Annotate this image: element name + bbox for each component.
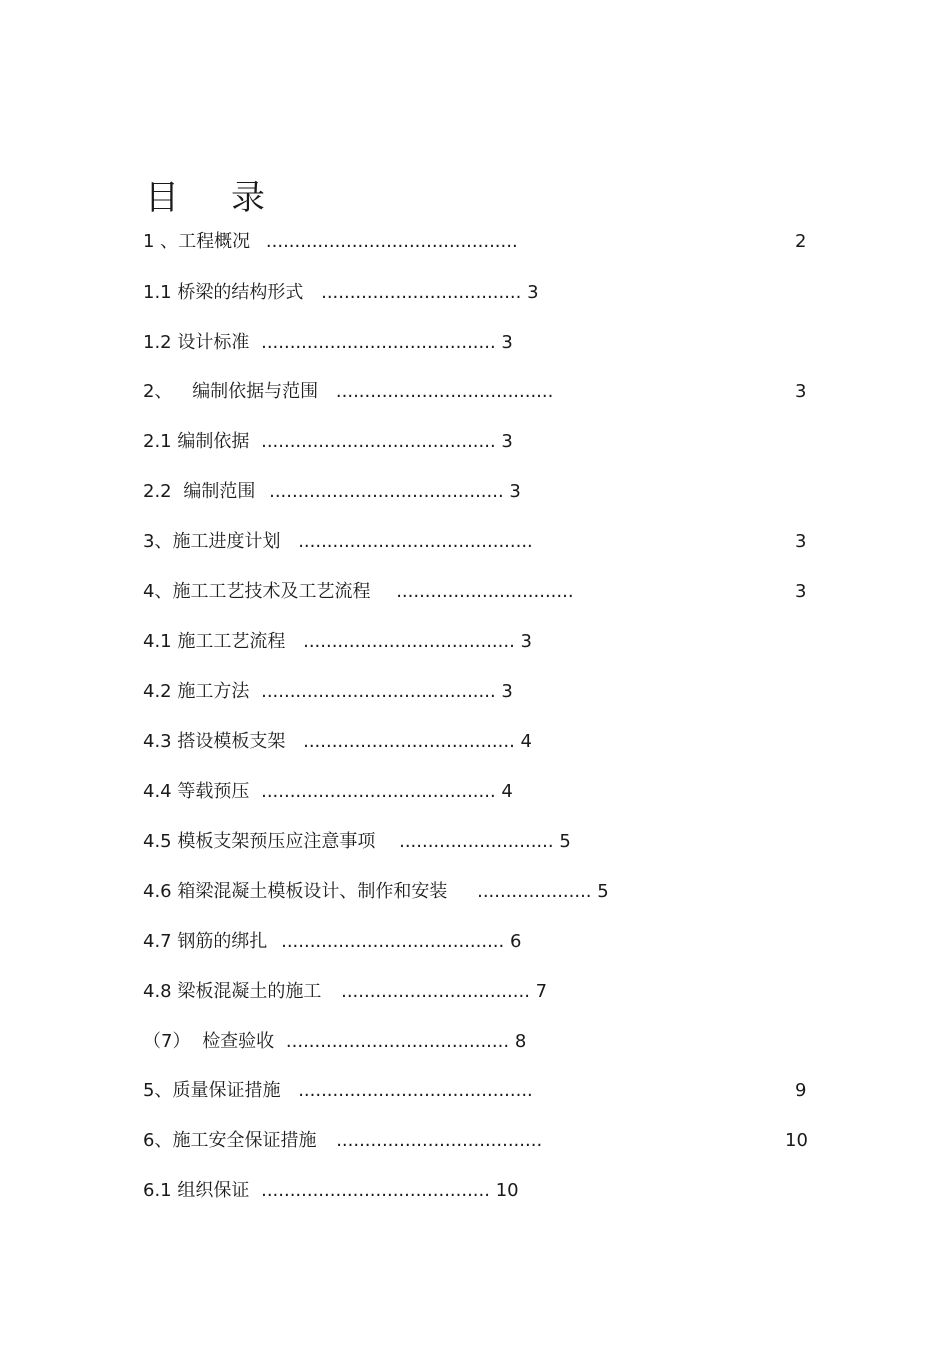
toc-leader-dots: ............................................ [265, 231, 518, 252]
toc-entry-page: 10 [785, 1130, 808, 1151]
toc-entry-page: 3 [501, 431, 513, 452]
toc-entry[interactable] [143, 1030, 526, 1054]
toc-entry[interactable] [143, 1179, 519, 1203]
toc-leader-dots: ......................................... [298, 531, 533, 552]
toc-entry-label: 箱梁混凝土模板设计、制作和安装 [177, 881, 448, 902]
toc-leader-dots: ......................................... [298, 1080, 533, 1101]
title-char-1: 目 [145, 178, 179, 218]
toc-entry[interactable] [143, 880, 609, 904]
toc-entry[interactable] [143, 680, 513, 704]
toc-entry-label: 组织保证 [177, 1180, 250, 1201]
toc-entry[interactable] [143, 281, 539, 305]
toc-entry-number: 6、 [143, 1130, 173, 1151]
toc-entry-page: 7 [535, 981, 548, 1002]
toc-entry-number: 4.1 [143, 631, 178, 652]
toc-leader-dots: .................... [477, 881, 592, 902]
toc-entry-label: 编制依据与范围 [192, 381, 319, 402]
title-char-2: 录 [231, 178, 265, 218]
toc-entry-page: 3 [520, 631, 532, 652]
toc-entry-label: 梁板混凝土的施工 [177, 981, 322, 1002]
toc-entry[interactable] [143, 430, 513, 454]
toc-entry-label: 施工安全保证措施 [172, 1130, 317, 1151]
toc-entry-number: 4.6 [143, 881, 178, 902]
toc-entry-page: 3 [509, 481, 521, 502]
toc-leader-dots: ................................. [341, 981, 530, 1002]
toc-entry-number: 1.1 [143, 282, 178, 303]
toc-entry-number: 4.4 [143, 781, 178, 802]
toc-entry-number: 3、 [143, 531, 173, 552]
toc-entry-number: 4.5 [143, 831, 178, 852]
toc-entry-number: 4.3 [143, 731, 178, 752]
toc-leader-dots: ....................................... [285, 1031, 510, 1052]
toc-entry-page: 3 [795, 581, 807, 602]
toc-entry-label: 编制依据 [177, 431, 250, 452]
toc-entry[interactable] [143, 930, 521, 954]
toc-entry-number: 1 、 [143, 231, 179, 252]
toc-entry[interactable] [143, 331, 513, 355]
toc-entry-number: 2、 [143, 381, 179, 402]
toc-entry-number: 6.1 [143, 1180, 178, 1201]
toc-entry-number: 5、 [143, 1080, 173, 1101]
toc-entry[interactable] [143, 630, 532, 654]
toc-entry-page: 10 [495, 1180, 519, 1201]
toc-leader-dots: ............................... [396, 581, 574, 602]
toc-entry-page: 3 [795, 531, 807, 552]
toc-leader-dots: ........................................ [261, 1180, 490, 1201]
toc-entry-label: 等载预压 [177, 781, 250, 802]
toc-entry-page: 3 [795, 381, 807, 402]
toc-entry-page: 8 [514, 1031, 527, 1052]
toc-entry-label: 模板支架预压应注意事项 [177, 831, 376, 852]
toc-entry-label: 施工工艺技术及工艺流程 [172, 581, 371, 602]
toc-entry-label: 施工工艺流程 [177, 631, 286, 652]
toc-entry[interactable] [143, 230, 518, 254]
toc-entry-label: 设计标准 [177, 332, 250, 353]
toc-leader-dots: .................................... [336, 1130, 543, 1151]
toc-leader-dots: ..................................... [303, 631, 515, 652]
toc-leader-dots: ................................... [321, 282, 522, 303]
toc-entry[interactable] [143, 830, 571, 854]
toc-entry[interactable] [143, 530, 533, 554]
toc-entry[interactable] [143, 580, 574, 604]
toc-leader-dots: ......................................... [261, 681, 496, 702]
toc-entry-number: 4.8 [143, 981, 178, 1002]
toc-entry[interactable] [143, 730, 532, 754]
toc-entry-number: （7） [143, 1031, 197, 1052]
toc-entry-page: 5 [597, 881, 609, 902]
toc-entry-label: 编制范围 [183, 481, 256, 502]
toc-entry[interactable] [143, 380, 553, 404]
toc-leader-dots: ...................................... [335, 381, 554, 402]
toc-entry-page: 6 [509, 931, 522, 952]
toc-entry-number: 4.2 [143, 681, 178, 702]
toc-entry-page: 2 [795, 231, 807, 252]
toc-entry-page: 4 [501, 781, 513, 802]
toc-entry-page: 3 [501, 332, 513, 353]
toc-entry-page: 4 [520, 731, 532, 752]
toc-leader-dots: ......................................... [269, 481, 504, 502]
toc-leader-dots: ......................................... [261, 431, 496, 452]
toc-leader-dots: ........................... [399, 831, 554, 852]
toc-entry-label: 搭设模板支架 [177, 731, 286, 752]
toc-entry-label: 施工进度计划 [172, 531, 281, 552]
toc-entry-label: 工程概况 [178, 231, 251, 252]
toc-entry-number: 4.7 [143, 931, 178, 952]
toc-entry[interactable] [143, 980, 547, 1004]
toc-entry-number: 4、 [143, 581, 173, 602]
toc-entry-number: 2.2 [143, 481, 178, 502]
toc-leader-dots: ....................................... [281, 931, 505, 952]
toc-entry-page: 3 [527, 282, 539, 303]
toc-entry-label: 桥梁的结构形式 [177, 282, 304, 303]
toc-entry-page: 3 [501, 681, 513, 702]
toc-entry-page: 5 [559, 831, 571, 852]
toc-leader-dots: ..................................... [303, 731, 515, 752]
toc-entry[interactable] [143, 1079, 533, 1103]
toc-entry-label: 钢筋的绑扎 [177, 931, 268, 952]
toc-entry[interactable] [143, 480, 521, 504]
toc-entry-label: 检查验收 [202, 1031, 275, 1052]
toc-leader-dots: ......................................... [261, 781, 496, 802]
toc-entry-number: 2.1 [143, 431, 178, 452]
toc-entry-label: 施工方法 [177, 681, 250, 702]
toc-entry[interactable] [143, 1129, 542, 1153]
toc-entry-label: 质量保证措施 [172, 1080, 281, 1101]
toc-entry-number: 1.2 [143, 332, 178, 353]
toc-entry-page: 9 [795, 1080, 807, 1101]
toc-entry[interactable] [143, 780, 513, 804]
toc-leader-dots: ......................................... [261, 332, 496, 353]
